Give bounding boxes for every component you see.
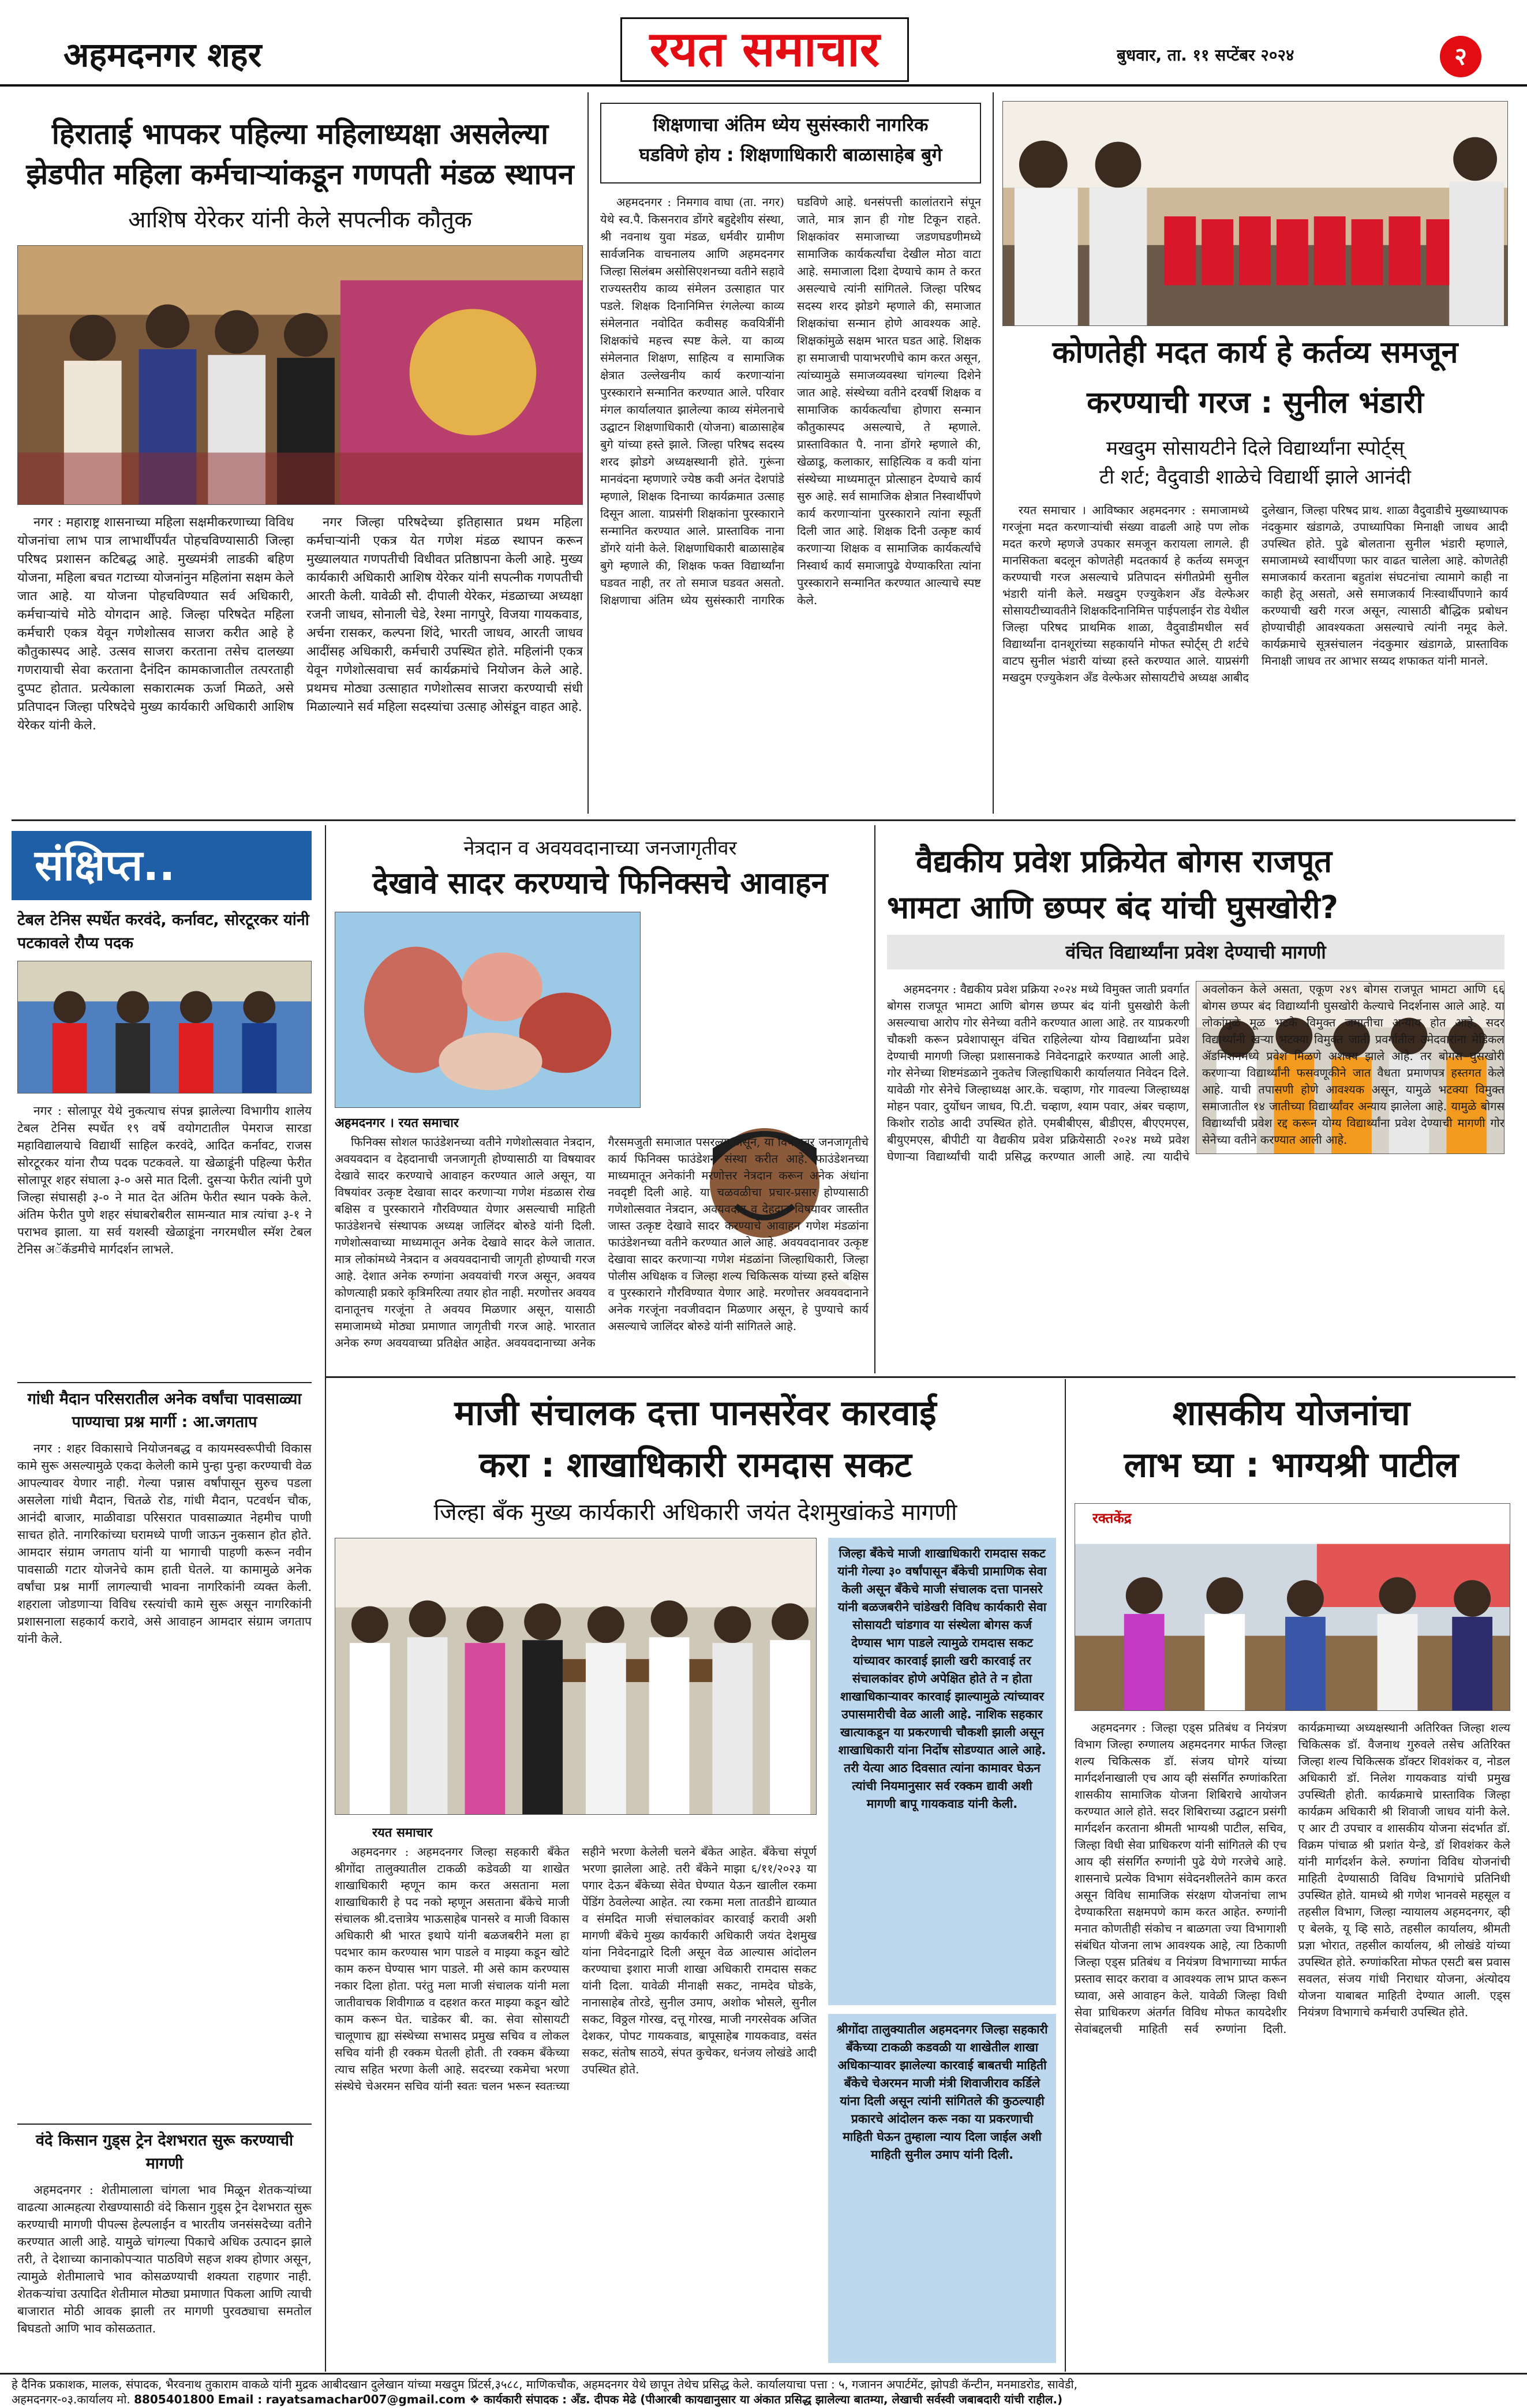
highlight-text-2: श्रीगोंदा तालुक्यातील अहमदनगर जिल्हा सहकारी बँकेच्या टाकळी कडवळी या शाखेतील शाखा अधिकाऱ्यावर झालेल्या कारवाई बाबतची माहिती बँकेचे चेअरमन माजी मंत्री शिवाजीराव कर्डिले यांना दिली असून त्यांनी सांगितले की कुठल्याही प्रकारचे आंदोलन करू नका या प्रकरणाची माहिती घेऊन तुम्हाला न्याय दिला जाईल अशी माहिती सुनील उमाप यांनी दिली. (836, 2023, 1048, 2162)
kicker: नेत्रदान व अवयवदानाच्या जनजागृतीवर (463, 837, 737, 860)
headline-line-1: कोणतेही मदत कार्य हे कर्तव्य समजून (1052, 335, 1458, 370)
brief-3-body (17, 2181, 312, 2366)
subheadline-line-2: टी शर्ट; वैदुवाडी शाळेचे विद्यार्थी झाले आनंदी (1099, 466, 1412, 489)
newspaper-title: रयत समाचार (649, 21, 880, 77)
row-divider-1 (12, 819, 1515, 821)
imprint-address-end: अहमदनगर-०३.कार्यालय मो. (12, 2392, 130, 2406)
page-number: २ (1454, 42, 1467, 70)
article-govt-schemes (1065, 1379, 1515, 2372)
executive-editor-note: ❖ कार्यकारी संपादक : अँड. दीपक मेढे (पीआरबी कायद्यानुसार या अंकात प्रसिद्ध झालेल्या बातम्या, लेखाची सर्वस्वी जबाबदारी यांची राहील.) (469, 2392, 1063, 2406)
article-shikshan (589, 92, 993, 814)
brief-3-headline: वंदे किसान गुड्स ट्रेन देशभरात सुरू करण्याची मागणी (36, 2132, 293, 2173)
briefs-column (12, 825, 326, 2372)
article-zp-ganpati (12, 92, 589, 814)
article-body (1075, 1720, 1510, 2363)
article-body (1002, 502, 1508, 805)
email-label: Email : (218, 2392, 263, 2406)
body-text: अहमदनगर : निमगाव वाघा (ता. नगर) येथे स्व.पै. किसनराव डोंगरे बहुद्देशीय संस्था, श्री नवनाथ युवा मंडळ, धर्मवीर ग्रामीण सार्वजनिक वाचनालय आणि अहमदनगर जिल्हा सिलंबम असोसिएशनच्या वतीने सहावे राज्यस्तरीय काव्य संमेलन उत्साहात पार पडले. शिक्षक दिनानिमित्त रंगलेल्या काव्य संमेलनात नवोदित कवीसह कवयित्रींनी शिक्षकांचे महत्त्व स्पष्ट केले. या काव्य संमेलनात शिक्षण, साहित्य व सामाजिक क्षेत्रात उल्लेखनीय कार्य करणाऱ्यांना पुरस्काराने सन्मानित करण्यात आले. परिवार मंगल कार्यालयात झालेल्या काव्य संमेलनाचे उद्घाटन शिक्षणाधिकारी (योजना) बाळासाहेब बुगे यांच्या हस्ते झाले. जिल्हा परिषद सदस्य शरद झोडगे अध्यक्षस्थानी होते. गुरूंना मानवंदना म्हणणारे ज्येष्ठ कवी अनंत देशपांडे म्हणाले, शिक्षक दिनाच्या कार्यक्रमात उत्साह दिसून आला. याप्रसंगी शिक्षकांना पुरस्काराने सन्मानित करण्यात आले. प्रास्ताविक नाना डोंगरे यांनी केले. शिक्षणाधिकारी बाळासाहेब बुगे म्हणाले की, शिक्षक फक्त विद्यार्थ्यांना घडवत नाही, तर तो समाज घडवत असतो. शिक्षणाचा अंतिम ध्येय सुसंस्कारी नागरिक घडविणे आहे. धनसंपत्ती कालांतराने संपून जाते, मात्र ज्ञान ही गोष्ट टिकून राहते. शिक्षकांवर समाजाच्या जडणघडणीमध्ये सामाजिक कार्यकर्त्यांचा देखील मोठा वाटा आहे. समाजाला दिशा देण्याचे काम ते करत असल्याचे त्यांनी सांगितले. जिल्हा परिषद सदस्य शरद झोडगे म्हणाले की, समाजात शिक्षकांचा सन्मान होणे आवश्यक आहे. शिक्षकांमुळे सक्षम भारत घडत आहे. शिक्षक हा समाजाची पायाभरणीचे काम करत असून, त्यांच्यामुळे समाजव्यवस्था चांगल्या दिशेने जात आहे. संस्थेच्या वतीने दरवर्षी शिक्षक व सामाजिक कार्यकर्त्यांचा होणारा सन्मान कौतुकास्पद असल्याचे, ते म्हणाले. प्रास्ताविकात पै. नाना डोंगरे म्हणाले की, खेळाडू, कलाकार, साहित्यिक व कवी यांना संस्थेच्या माध्यमातून प्रोत्साहन देण्याचे कार्य सुरु आहे. सर्व सामाजिक क्षेत्रात निस्वार्थीपणे कार्य करणाऱ्यांना पुरस्काराने त्यांना स्फूर्ती दिली जात आहे. शिक्षक दिनी उत्कृष्ट कार्य करणाऱ्या शिक्षक व सामाजिक कार्यकर्त्यांचे निस्वार्थ कार्य समाजापुढे येण्याकरिता त्यांना पुरस्काराने सन्मानित करण्यात आल्याचे स्पष्ट केले. (600, 195, 981, 607)
brief-2-text: नगर : शहर विकासाचे नियोजनबद्ध व कायमस्वरूपीची विकास कामे सुरू असल्यामुळे एकदा केलेली कामे पुन्हा पुन्हा करण्याची वेळ आपल्यावर येणार नाही. गेल्या पन्नास वर्षांपासून सुरुच पडला असलेला गांधी मैदान, चितळे रोड, गांधी मैदान, पटवर्धन चौक, आनंदी बाजार, माळीवाडा परिसरात पावसाळ्यात नेहमीच पाणी साचत होते. नागरिकांच्या घरामध्ये पाणी जाऊन नुकसान होत होते. आमदार संग्राम जगताप यांनी या भागाची पाहणी करून नवीन पावसाळी गटार योजनेचे काम हाती घेतले. या कामामुळे अनेक वर्षांचा प्रश्न मार्गी लागल्याची भावना नागरिकांनी व्यक्त केली. शहराला जोडणाऱ्या विविध रस्त्यांची कामे सुरू असून नागरिकांनी प्रशासनाला सहकार्य करावे, असे आवाहन आमदार संग्राम जगताप यांनी केले. (17, 1441, 312, 1646)
page-number-badge (1440, 36, 1481, 77)
body-text: रयत समाचार । आविष्कार अहमदनगर : समाजामध्ये गरजूंना मदत करणाऱ्यांची संख्या वाढली आहे पण लोक मदत करणे म्हणजे उपकार समजून करायला लागले. ही मानसिकता बदलून कोणतेही मदतकार्य हे कर्तव्य समजून करण्याची गरज असल्याचे प्रतिपादन संगीतप्रेमी सुनील भंडारी यांनी केले. मखदुम एज्युकेशन अँड वेल्फेअर सोसायटीच्यावतीने शिक्षकदिनानिमित्त पाईपलाईन रोड येथील जिल्हा परिषद प्राथमिक शाळा, वैदुवाडीमधील सर्व विद्यार्थ्यांना दानशूरांच्या सहकार्याने मोफत स्पोर्ट्स् टी शर्टचे वाटप सुनील भंडारी यांच्या हस्ते करण्यात आले. याप्रसंगी मखदुम एज्युकेशन अँड वेल्फेअर सोसायटीचे अध्यक्ष आबीद दुलेखान, जिल्हा परिषद प्राथ. शाळा वैदुवाडीचे मुख्याध्यापक नंदकुमार खंडागळे, उपाध्यापिका मिनाक्षी जाधव आदी उपस्थित होते. पुढे बोलताना सुनील भंडारी म्हणाले, समाजामध्ये स्वार्थीपणा फार वाढत चालेला आहे. कोणतेही समाजकार्य करताना बहुतांश संघटनांचा त्यामागे काही ना काही हेतू असतो, असे समाजकार्य निःस्वार्थीपणाने कार्य करण्याची खरी गरज असून, त्यासाठी बौद्धिक प्रबोधन होण्याचीही आवश्यकता असल्याचे त्यांनी नमूद केले. कार्यक्रमाचे सूत्रसंचालन नंदकुमार खंडागळे, प्रास्ताविक मिनाक्षी जाधव तर आभार सय्यद शफाकत यांनी मानले. (1002, 503, 1508, 684)
subhead-bar (887, 935, 1504, 969)
body-text: अहमदनगर : जिल्हा एड्स प्रतिबंध व नियंत्रण विभाग जिल्हा रुग्णालय अहमदनगर मार्फत जिल्हा शल्य चिकित्सक डॉ. संजय घोगरे यांच्या मार्गदर्शनाखाली एच आय व्ही संसर्गित रुग्णांकरिता शासकीय सामाजिक योजना शिबिराचे आयोजन करण्यात आले होते. सदर शिबिराच्या उद्घाटन प्रसंगी मार्गदर्शन करताना श्रीमती भाग्यश्री पाटील, सचिव, जिल्हा विधी सेवा प्राधिकरण यांनी सांगितले की एच आय व्ही संसर्गित रुग्णांनी पुढे येणे गरजेचे आहे. शासनाचे प्रत्येक विभाग संवेदनशीलतेने काम करत असून विविध सामाजिक संरक्षण योजनांचा लाभ देण्याकरिता सक्षमपणे काम करत आहेत. रुग्णांनी मनात कोणतीही संकोच न बाळगता ज्या विभागाशी संबंधित योजना लाभ आवश्यक आहे, त्या ठिकाणी जिल्हा एड्स प्रतिबंध व नियंत्रण विभागाच्या मार्फत प्रस्ताव सादर करावा व आवश्यक लाभ प्राप्त करून घ्यावा, असे आवाहन केले. यावेळी जिल्हा विधी सेवा प्राधिकरण अंतर्गत विविध मोफत कायदेशीर सेवांबद्दलची माहिती सर्व रुग्णांना दिली. कार्यक्रमाच्या अध्यक्षस्थानी अतिरिक्त जिल्हा शल्य चिकित्सक डॉ. वैजनाथ गुरुवले तसेच अतिरिक्त जिल्हा शल्य चिकित्सक डॉक्टर शिवशंकर व, नोडल अधिकारी डॉ. निलेश गायकवाड यांची प्रमुख उपस्थिती होती. कार्यक्रमाचे प्रास्ताविक जिल्हा कार्यक्रम अधिकारी श्री शिवाजी जाधव यांनी केले. ए आर टी उपचार व शासकीय योजना संदर्भात डॉ. विक्रम पांचाळ श्री प्रशांत येन्डे, डॉ शिवशंकर केले यांनी मार्गदर्शन केले. रुग्णांना विविध योजनांची माहिती देण्यासाठी विविध विभागांचे प्रतिनिधी उपस्थित होते. यामध्ये श्री गणेश भानवसे महसूल व तहसील विभाग, जिल्हा न्यायालय अहमदनगर, व्ही ए बेलके, यू व्हि साठे, तहसील कार्यालय, श्रीमती प्रज्ञा भोरात, तहसील कार्यालय, श्री लोखंडे यांच्या उपस्थित होते. रुग्णांकरिता मोफत एसटी बस प्रवास सवलत, संजय गांधी निराधार योजना, अंत्योदय योजना याबाबत माहिती देण्यात आली. एड्स नियंत्रण विभागाचे कर्मचारी उपस्थित होते. (1075, 1721, 1510, 2036)
article-body (17, 514, 583, 808)
article-body (887, 981, 1504, 1368)
highlight-box-1 (828, 1538, 1056, 2005)
headline-line-1: शासकीय योजनांचा (1172, 1393, 1410, 1433)
imprint-line-1: हे दैनिक प्रकाशक, मालक, संपादक, भैरवनाथ तुकाराम वाकळे यांनी मुद्रक आबीदखान दुलेखान यांच्या मखदुम प्रिंटर्स,३५८८, माणिकचौक, अहमदनगर येथे छापून तेथेच प्रसिद्ध केले. कार्यालयाचा पत्ता : ५, गजानन अपार्टमेंट, झोपडी कॅन्टीन, मनमाडरोड, सावेडी, (12, 2377, 1077, 2391)
masthead-title-box (620, 17, 909, 82)
headline-line-2: लाभ घ्या : भाग्यश्री पाटील (1124, 1445, 1459, 1485)
body-text: फिनिक्स सोशल फाउंडेशनच्या वतीने गणेशोत्सवात नेत्रदान, अवयवदान व देहदानाची जनजागृती होण्यासाठी या विषयावर देखावे सादर करण्याचे आवाहन करण्यात आले असून, या विषयांवर उत्कृष्ट देखावा सादर करणाऱ्या गणेश मंडळास रोख बक्षिस व पुरस्काराने गौरविण्यात येणार असल्याची माहिती फाउंडेशनचे संस्थापक अध्यक्ष जालिंदर बोरुडे यांनी दिली. गणेशोत्सवाच्या माध्यमातून अनेक देखावे सादर केले जातात. मात्र लोकांमध्ये नेत्रदान व अवयवदानाची जागृती होण्याची गरज आहे. देशात अनेक रुग्णांना अवयवांची गरज असून, अवयव कोणत्याही प्रकारे कृत्रिमरित्या तयार होत नाही. मरणोत्तर अवयव दानातूनच गरजूंना ते अवयव मिळणार असून, यासाठी समाजामध्ये मोठ्या प्रमाणात जागृतीची गरज आहे. भारतात अनेक रुग्ण अवयवाच्या प्रतिक्षेत आहेत. अवयवदानाच्या अनेक गैरसमजुती समाजात पसरल्या असून, या विषयावर जनजागृतीचे कार्य फिनिक्स फाउंडेशन संस्था करीत आहे. फाउंडेशनच्या माध्यमातून अनेकांनी मरणोत्तर नेत्रदान करून अनेक अंधांना नवदृष्टी दिली आहे. या चळवळीचा प्रचार-प्रसार होण्यासाठी गणेशोत्सवात नेत्रदान, अवयवदान व देहदान विषयावर जास्तीत जास्त उत्कृष्ट देखावे सादर करण्याचे आवाहन गणेश मंडळांना फाउंडेशनच्या वतीने करण्यात आले आहे. अवयवदानावर उत्कृष्ट देखावा सादर करणाऱ्या गणेश मंडळांना जिल्हाधिकारी, जिल्हा पोलीस अधिक्षक व जिल्हा शल्य चिकित्सक यांच्या हस्ते बक्षिस व पुरस्काराने गौरविण्यात येणार आहे. मरणोत्तर अवयवदानाने अनेक गरजूंना नवजीवदान मिळणार असून, हे पुण्याचे कार्य असल्याचे जालिंदर बोरुडे यांनी सांगितले आहे. (335, 1135, 869, 1350)
article-phoenix-organ-donation (326, 825, 874, 1373)
subheadline: जिल्हा बँक मुख्य कार्यकारी अधिकारी जयंत देशमुखांकडे मागणी (433, 1499, 957, 1526)
article-bank-action (326, 1379, 1065, 2372)
body-col-2: नगर जिल्हा परिषदेच्या इतिहासात प्रथम महिला कर्मचाऱ्यांनी एकत्र येत गणेश मंडळ स्थापन करून मुख्यालयात गणपतीची विधीवत प्रतिष्ठापना केली आहे. मुख्य कार्यकारी अधिकारी आशिष येरेकर यांनी सपत्नीक गणपतीची आरती केली. यावेळी सौ. दीपाली येरेकर, मंडळाच्या अध्यक्षा रजनी जाधव, सोनाली चेडे, रेश्मा नागपुरे, विजया गायकवाड, अर्चना रासकर, कल्पना शिंदे, भारती जाधव, आरती जाधव आदींसह अधिकारी, कर्मचारी उपस्थित होते. महिलांनी एकत्र येवून गणेशोत्सवाचा सर्व कार्यक्रमांचे नियोजन केले आहे. प्रथमच मोठ्या उत्साहात गणेशोत्सव साजरा करण्याची संधी मिळाल्याने सर्व महिला सदस्यांचा उत्साह ओसंडून वाहत आहे. (306, 515, 583, 714)
headline-line-1: माजी संचालक दत्ता पानसरेंवर कारवाई (454, 1393, 937, 1433)
dateline: रयत समाचार (372, 1826, 433, 1840)
brief-3-text: अहमदनगर : शेतीमालाला चांगला भाव मिळून शेतकऱ्यांच्या वाढत्या आत्महत्या रोखण्यासाठी वंदे किसान गुड्स ट्रेन देशभरात सुरू करण्याची मागणी पीपल्स हेल्पलाईन व भारतीय जनसंसदेच्या वतीने करण्यात आली आहे. यामुळे चांगल्या पिकाचे अधिक उत्पादन झाले तरी, ते देशाच्या कानाकोपऱ्यात पाठविणे सहज शक्य होणार असून, त्यामुळे शेतीमालाचे भाव कोसळण्याची शक्यता राहणार नाही. शेतकऱ्यांचा उत्पादित शेतीमाल मोठ्या प्रमाणात पिकला आणि त्याची बाजारात मोठी आवक झाली तर मागणी पुरवठ्याचा समतोल बिघडतो आणि भाव कोसळतात. (17, 2183, 312, 2335)
subheadline-line-1: मखदुम सोसायटीने दिले विद्यार्थ्यांना स्पोर्ट्स् (1106, 437, 1405, 460)
headline-line-1: शिक्षणाचा अंतिम ध्येय सुसंस्कारी नागरिक (653, 114, 929, 136)
office-phone: 8805401800 (134, 2392, 215, 2406)
brief-divider-1 (17, 1382, 312, 1383)
imprint-footer (0, 2373, 1527, 2408)
headline-box (600, 103, 981, 183)
brief-1-body (17, 1102, 312, 1379)
headline-line-2: करा : शाखाधिकारी रामदास सकट (479, 1445, 912, 1485)
section-name: अहमदनगर शहर (63, 35, 262, 74)
brief-2-body (17, 1440, 312, 2121)
body-text: अहमदनगर : अहमदनगर जिल्हा सहकारी बँकेत श्रीगोंदा तालुक्यातील टाकळी कडेवळी या शाखेत शाखाधिकारी म्हणून काम करत असताना मला शाखाधिकारी हे पद नको म्हणून असताना बँकेचे माजी संचालक श्री.दत्तात्रेय भाऊसाहेब पानसरे व माजी विकास अधिकारी श्री भारत इथापे यांनी बळजबरीने मला हा पदभार काम करण्यास भाग पाडले व माझ्या कडून खोटे काम करुन घेण्यास भाग पाडले. मी असे काम करण्यास नकार दिला होता. परंतु मला माजी संचालक यांनी मला जातीवाचक शिवीगाळ व दहशत करत माझ्या कडून खोटे काम करून घेत. चाडेकर बी. का. सेवा सोसायटी चालूणाच ह्या संस्थेच्या सभासद प्रमुख सचिव व लोकल सचिव यांनी ही रक्कम घेतली होती. ती रक्कम बँकेच्या त्याच सहित भरणा केली आहे. सदरच्या रकमेचा भरणा संस्थेचे चेअरमन सचिव यांनी स्वतः चलन भरून स्वतःच्या सहीने भरणा केलेली चलने बँकेत आहेत. बँकेचा संपूर्ण भरणा झालेला आहे. तरी बँकेने माझा ६/११/२०२३ या पगार देऊन बँकेच्या सेवेत घेण्यात येऊन खालील रकमा पेंडिंग ठेवलेल्या आहेत. त्या रकमा मला तातडीने द्याव्यात व संमदित माजी संचालकांवर कारवाई करावी अशी मागणी बँकेचे मुख्य कार्यकारी अधिकारी जयंत देशमुख यांना निवेदनाद्वारे दिली असून वेळ आल्यास आंदोलन करण्याचा इशारा माजी शाखा अधिकारी रामदास सकट यांनी दिला. यावेळी मीनाक्षी सकट, नामदेव घोडके, नानासाहेब तोरडे, सुनील उमाप, अशोक भोसले, सुनील सकट, विठ्ठल गोरख, दत्तू गोरख, माजी नगरसेवक अजित देशकर, पोपट गायकवाड, बापूसाहेब गायकवाड, वसंत सकट, संतोष साठये, संपत कुचेकर, धनंजय लोखंडे आदी उपस्थित होते. (335, 1845, 817, 2093)
imprint-line-2 (12, 2392, 1515, 2407)
masthead (0, 0, 1527, 87)
photo-ganpati-aarti (17, 245, 583, 505)
body-col-1: नगर : महाराष्ट्र शासनाच्या महिला सक्षमीकरणाच्या विविध योजनांचा लाभ पात्र लाभार्थींपर्यंत पोहचविण्यासाठी जिल्हा परिषद प्रशासन कटिबद्ध आहे. मुख्यमंत्री लाडकी बहिण योजना, महिला बचत गटाच्या योजनांनुन महिलांना सक्षम केले जात आहे. या योजना पोहचविण्यात सर्व अधिकारी, कर्मचाऱ्यांचे मोठे योगदान आहे. जिल्हा परिषदेत महिला कर्मचारी एकत्र येवून गणेशोत्सव साजरा करीत आहे हे कौतुकास्पद आहे. उत्सव साजरा करताना तसेच दालख्या गणरायाची सेवा करताना दैनंदिन कामकाजातील तत्परताही दुप्पट होतात. प्रत्येकाला सकारात्मक ऊर्जा मिळते, असे प्रतिपादन जिल्हा परिषदेचे मुख्य कार्यकारी अधिकारी आशिष येरेकर यांनी केले. (17, 515, 294, 733)
headline: देखावे सादर करण्याचे फिनिक्सचे आवाहन (372, 866, 828, 901)
briefs-title: संक्षिप्त.. (35, 841, 175, 890)
briefs-title-box (12, 831, 312, 900)
photo-table-tennis (17, 961, 312, 1093)
body-text: अहमदनगर : वैद्यकीय प्रवेश प्रक्रिया २०२४ मध्ये विमुक्त जाती प्रवर्गात बोगस राजपूत भामटा आणि बोगस छप्पर बंद यांनी घुसखोरी केली असल्याचा आरोप गोर सेनेच्या वतीने करण्यात आला आहे. तर याप्रकरणी चौकशी करून प्रवेशापासून वंचित राहिलेल्या योग्य विद्यार्थ्यांना प्रवेश देण्याची मागणी जिल्हा प्रशासनाकडे निवेदनाद्वारे करण्यात आली आहे. गोर सेनेच्या शिष्टमंडळाने नुकतेच जिल्हाधिकारी कार्यालयात निवेदन दिले. यावेळी गोर सेनेचे जिल्हाध्यक्ष आर.के. चव्हाण, गोर गावल्या जिल्हाध्यक्ष मोहन पवार, दुर्योधन जाधव, पि.टी. चव्हाण, श्याम पवार, अंबर चव्हाण, किशोर राठोड आदी उपस्थित होते. एमबीबीएस, बीडीएस, बीएएमएस, बीयुएमएस, बीपीटी या वैद्यकीय प्रवेश प्रक्रियेसाठी २०२४ मध्ये प्रवेश घेणाऱ्या विद्यार्थ्यांची यादी प्रसिद्ध करण्यात आली आहे. त्या यादीचे अवलोकन केले असता, एकूण २४९ बोगस राजपूत भामटा आणि ६६ बोगस छप्पर बंद विद्यार्थ्यांनी घुसखोरी केल्याचे निदर्शनास आले आहे. या लोकांमुळे मूळ भटके विमुक्त जमातीचा अन्याय होत आहे. सदर विद्यार्थ्यांनी खऱ्या भटक्या विमुक्त जाती प्रवर्गातील उमेदवारांना मेडिकल ॲडमिशनमध्ये प्रवेश मिळणे अशक्य झाले आहे. तर बोगस घुसखोरी करणाऱ्या विद्यार्थ्यांनी फसवणूकीने जात वैधता प्रमाणपत्र हस्तगत केले आहे. याची तपासणी होणे आवश्यक असून, यामुळे भटक्या विमुक्त समाजातील १४ जातीच्या विद्यार्थ्यांवर अन्याय झालेला आहे. यामुळे बोगस विद्यार्थ्यांची प्रवेश रद्द करून योग्य विद्यार्थ्यांना प्रवेश देण्याची मागणी गोर सेनेच्या वतीने करण्यात आली आहे. (887, 982, 1504, 1163)
headline-line-2: भामटा आणि छप्पर बंद यांची घुसखोरी? (887, 889, 1338, 926)
row-divider-2 (326, 1376, 1515, 1378)
photo-students-tshirts (1002, 101, 1508, 326)
article-body (600, 193, 981, 805)
highlight-box-2 (828, 2014, 1056, 2363)
photo-bank-memorandum (335, 1538, 817, 1815)
article-sunil-bhandari (993, 92, 1515, 814)
subheadline: आशिष येरेकर यांनी केले सपत्नीक कौतुक (128, 207, 472, 233)
headline-line-1: वैद्यकीय प्रवेश प्रक्रियेत बोगस राजपूत (916, 843, 1333, 879)
headline-line-2: घडविणे होय : शिक्षणाधिकारी बाळासाहेब बुगे (639, 143, 942, 166)
headline-line-2: करण्याची गरज : सुनील भंडारी (1087, 385, 1424, 420)
brief-2-headline: गांधी मैदान परिसरातील अनेक वर्षांचा पावसाळ्या पाण्याचा प्रश्न मार्गी : आ.जगताप (27, 1390, 302, 1431)
article-body (335, 1844, 817, 2363)
brief-1-headline: टेबल टेनिस स्पर्धेत करवंदे, कर्नावट, सोरटूरकर यांनी पटकावले रौप्य पदक (17, 911, 309, 952)
headline-line-2: झेडपीत महिला कर्मचाऱ्यांकडून गणपती मंडळ स्थापन (26, 158, 574, 191)
dateline: अहमदनगर । रयत समाचार (335, 1116, 459, 1130)
headline-line-1: हिराताई भापकर पहिल्या महिलाध्यक्षा असलेल्या (51, 117, 549, 151)
article-medical-admission (874, 825, 1515, 1373)
highlight-text-1: जिल्हा बँकेचे माजी शाखाधिकारी रामदास सकट यांनी गेल्या ३० वर्षांपासून बँकेची प्रामाणिक सेवा केली असून बँकेचे माजी संचालक दत्ता पानसरे यांनी बळजबरीने चांडेखरी विविध कार्यकारी सेवा सोसायटी चांडगाव या संस्थेला बोगस कर्ज देण्यास भाग पाडले त्यामुळे रामदास सकट यांच्यावर कारवाई झाली खरी कारवाई तर संचालकांवर होणे अपेक्षित होते ते न होता शाखाधिकाऱ्यावर कारवाई झाल्यामुळे त्यांच्यावर उपासमारीची वेळ आली आहे. नाशिक सहकार खात्याकडून या प्रकरणाची चौकशी झाली असून शाखाधिकारी यांना निर्दोष सोडण्यात आले आहे. तरी येत्या आठ दिवसात त्यांना कामावर घेऊन त्यांची नियमानुसार सर्व रक्कम द्यावी अशी मागणी बापू गायकवाड यांनी केली. (837, 1546, 1047, 1811)
subheadline: वंचित विद्यार्थ्यांना प्रवेश देण्याची मागणी (1065, 941, 1326, 963)
issue-date: बुधवार, ता. ११ सप्टेंबर २०२४ (1117, 46, 1294, 65)
brief-divider-2 (17, 2124, 312, 2125)
article-body (335, 1134, 869, 1368)
brief-1-text: नगर : सोलापूर येथे नुकत्याच संपन्न झालेल्या विभागीय शालेय टेबल टेनिस स्पर्धेत १९ वर्षे वयोगटातील पेमराज सारडा महाविद्यालयाचे विद्यार्थी साहिल करवंदे, आदित कर्नावट, राजस सोरटूरकर यांना रौप्य पदक पटकवले. या खेळाडूंनी पहिल्या फेरीत सोलापूर शहर संघाला ३-० असे मात दिली. दुसऱ्या फेरीत त्यांनी पुणे जिल्हा संघासही ३-० ने मात देत अंतिम फेरीत स्थान पक्के केले. अंतिम फेरीत पुणे शहर संघाबरोबरील सामन्यात मात्र त्यांचा ३-१ ने पराभव झाला. या सर्व यशस्वी खेळाडूंना नगरमधील स्मॅश टेबल टेनिस अॅकॅडमीचे मार्गदर्शन लाभले. (17, 1104, 312, 1256)
photo-organs (335, 912, 641, 1108)
photo-banner-text: रक्तकेंद्र (1092, 1510, 1132, 1526)
masthead-rule (0, 84, 1527, 87)
photo-aids-camp (1075, 1503, 1510, 1711)
email-address: rayatsamachar007@gmail.com (265, 2392, 466, 2406)
